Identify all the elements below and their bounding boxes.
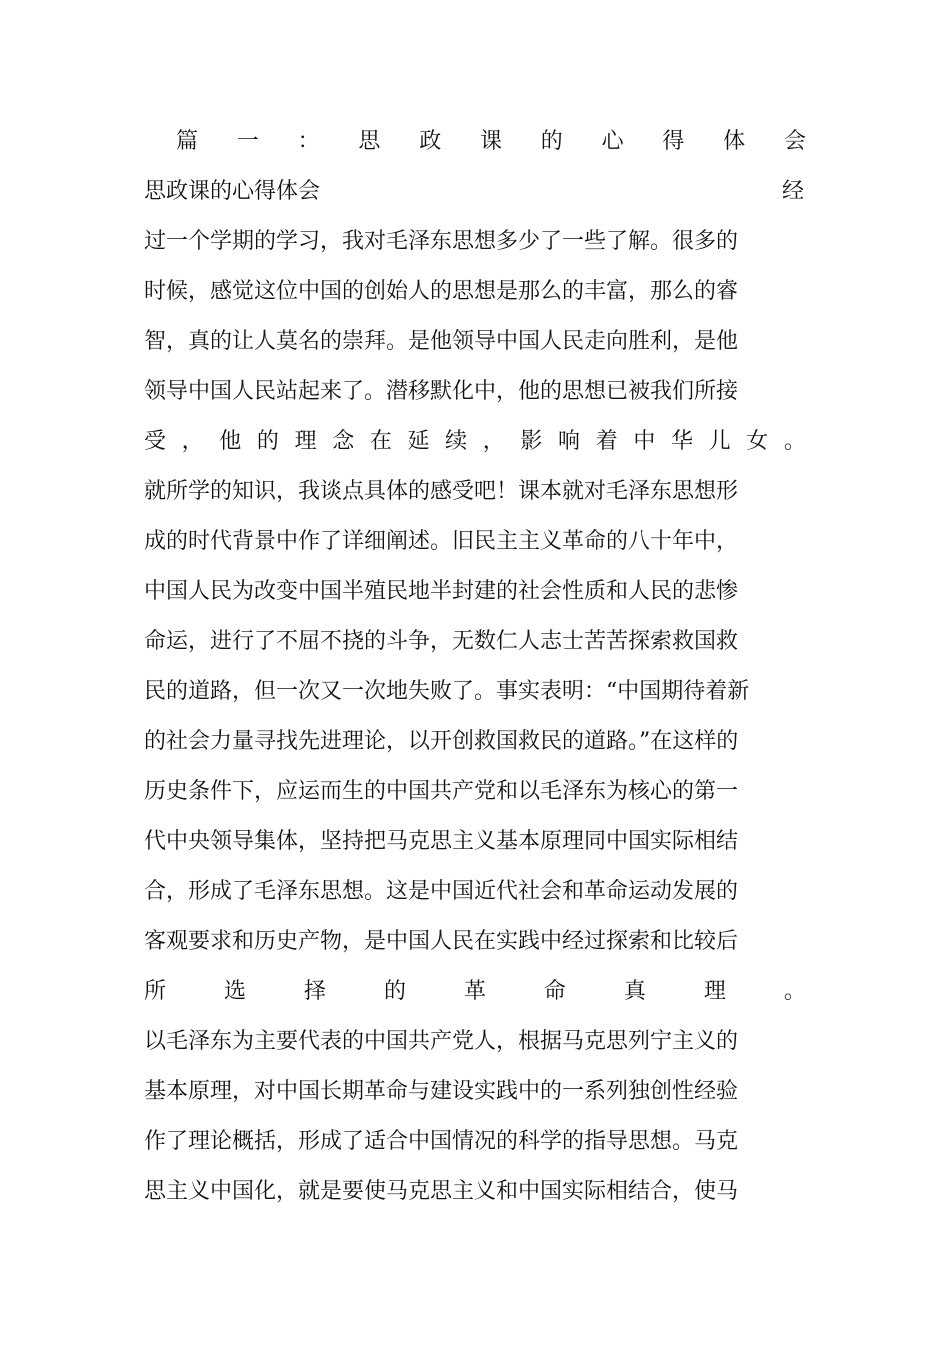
paragraph-line: 时候，感觉这位中国的创始人的思想是那么的丰富，那么的睿 xyxy=(144,279,739,304)
justified-char: 的 xyxy=(383,979,406,1004)
justified-char: 儿 xyxy=(708,429,731,454)
justified-char: ： xyxy=(297,129,320,154)
justified-char: 政 xyxy=(419,129,442,154)
justified-char: 一 xyxy=(236,129,259,154)
paragraph-line: 领导中国人民站起来了。潜移默化中，他的思想已被我们所接 xyxy=(144,379,739,404)
justified-char: 会 xyxy=(783,129,806,154)
justified-char: 延 xyxy=(407,429,430,454)
justified-char: 命 xyxy=(543,979,566,1004)
justified-char: 念 xyxy=(332,429,355,454)
justified-char: 真 xyxy=(623,979,646,1004)
justified-char: 篇 xyxy=(176,129,199,154)
justified-char: 革 xyxy=(463,979,486,1004)
paragraph-line: 就所学的知识，我谈点具体的感受吧！课本就对毛泽东思想形 xyxy=(144,479,739,504)
paragraph-line: 智，真的让人莫名的崇拜。是他领导中国人民走向胜利，是他 xyxy=(144,329,739,354)
paragraph-line: 以毛泽东为主要代表的中国共产党人，根据马克思列宁主义的 xyxy=(144,1029,739,1054)
justified-char: 。 xyxy=(783,979,806,1004)
justified-char: 体 xyxy=(723,129,746,154)
justified-char: 得 xyxy=(662,129,685,154)
justified-char: 思 xyxy=(358,129,381,154)
paragraph-line: 代中央领导集体，坚持把马克思主义基本原理同中国实际相结 xyxy=(144,829,739,854)
paragraph-line: 思主义中国化，就是要使马克思主义和中国实际相结合，使马 xyxy=(144,1179,739,1204)
paragraph-line: 中国人民为改变中国半殖民地半封建的社会性质和人民的悲惨 xyxy=(144,579,739,604)
justified-char: 。 xyxy=(783,429,806,454)
paragraph-line: 过一个学期的学习，我对毛泽东思想多少了一些了解。很多的 xyxy=(144,229,739,254)
justified-char: 所 xyxy=(144,979,167,1004)
justified-char: 心 xyxy=(601,129,624,154)
paragraph-line: 合，形成了毛泽东思想。这是中国近代社会和革命运动发展的 xyxy=(144,879,739,904)
paragraph-line: 作了理论概括，形成了适合中国情况的科学的指导思想。马克 xyxy=(144,1129,739,1154)
paragraph-line: 命运，进行了不屈不挠的斗争，无数仁人志士苦苦探索救国救 xyxy=(144,629,739,654)
justified-char: 的 xyxy=(540,129,563,154)
paragraph-line-justified xyxy=(144,975,806,1009)
paragraph-line: 基本原理，对中国长期革命与建设实践中的一系列独创性经验 xyxy=(144,1079,739,1104)
justified-char: 中 xyxy=(633,429,656,454)
paragraph-line: 客观要求和历史产物，是中国人民在实践中经过探索和比较后 xyxy=(144,929,739,954)
justified-char: ， xyxy=(181,429,204,454)
paragraph-line: 成的时代背景中作了详细阐述。旧民主主义革命的八十年中， xyxy=(144,529,739,554)
paragraph-line: 历史条件下，应运而生的中国共产党和以毛泽东为核心的第一 xyxy=(144,779,739,804)
paragraph-line: 的社会力量寻找先进理论，以开创救国救民的道路。”在这样的 xyxy=(144,729,739,754)
justified-char: 受 xyxy=(144,429,167,454)
justified-char: 择 xyxy=(303,979,326,1004)
justified-char: 理 xyxy=(294,429,317,454)
justified-char: ， xyxy=(482,429,505,454)
justified-char: 他 xyxy=(219,429,242,454)
justified-char: 影 xyxy=(520,429,543,454)
paragraph-line: 民的道路，但一次又一次地失败了。事实表明：“中国期待着新 xyxy=(144,679,750,704)
justified-char: 的 xyxy=(256,429,279,454)
paragraph-line-justified xyxy=(144,425,806,459)
subtitle-trailing-char: 经 xyxy=(782,179,805,204)
justified-char: 理 xyxy=(703,979,726,1004)
justified-char: 在 xyxy=(369,429,392,454)
justified-char: 响 xyxy=(558,429,581,454)
document-title xyxy=(176,125,806,159)
justified-char: 华 xyxy=(670,429,693,454)
justified-char: 选 xyxy=(223,979,246,1004)
document-subtitle: 思政课的心得体会 xyxy=(144,179,321,204)
justified-char: 续 xyxy=(445,429,468,454)
justified-char: 女 xyxy=(746,429,769,454)
justified-char: 着 xyxy=(595,429,618,454)
justified-char: 课 xyxy=(479,129,502,154)
